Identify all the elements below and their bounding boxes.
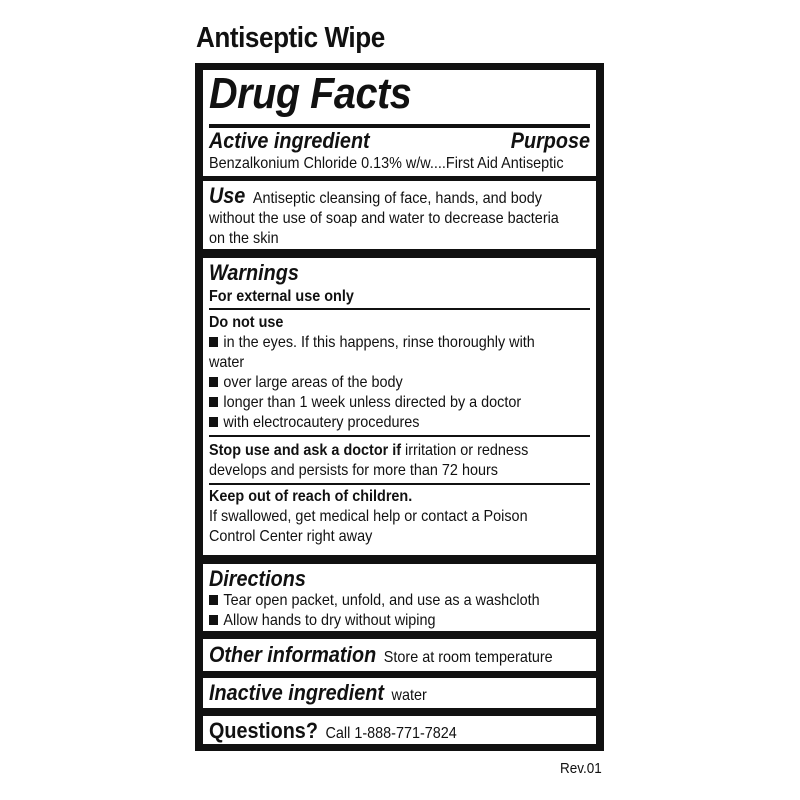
use-line-3: on the skin — [209, 230, 279, 247]
drug-facts-title: Drug Facts — [209, 70, 412, 118]
stop-use-line — [209, 442, 528, 460]
questions-header: Questions? — [209, 718, 318, 743]
do-not-use-item: in the eyes. If this happens, rinse thoroughly with — [209, 334, 535, 352]
other-information-box — [203, 639, 596, 671]
bullet-icon — [209, 595, 218, 605]
questions-box — [203, 716, 596, 744]
questions-phone: Call 1-888-771-7824 — [325, 725, 457, 742]
other-information-header: Other information — [209, 642, 377, 667]
other-information-line — [209, 642, 553, 668]
bullet-icon — [209, 397, 218, 407]
active-ingredient-line: Benzalkonium Chloride 0.13% w/w....First Aid Antiseptic — [209, 155, 564, 172]
use-line-2: without the use of soap and water to decrease bacteria — [209, 210, 559, 227]
directions-header: Directions — [209, 566, 306, 591]
product-name: Antiseptic Wipe — [196, 22, 385, 54]
stop-use-line-2: develops and persists for more than 72 hours — [209, 462, 498, 479]
bullet-icon — [209, 615, 218, 625]
use-text-1: Antiseptic cleansing of face, hands, and body — [252, 190, 542, 207]
bullet-icon — [209, 337, 218, 347]
active-ingredient-header: Active ingredient — [209, 128, 370, 153]
stop-use-bold: Stop use and ask a doctor if — [209, 442, 402, 459]
revision-label: Rev.01 — [560, 760, 602, 777]
inactive-ingredient-line — [209, 680, 427, 706]
warnings-rule-1 — [209, 308, 590, 310]
do-not-use-item-cont: water — [209, 354, 245, 371]
do-not-use-item: longer than 1 week unless directed by a doctor — [209, 394, 521, 412]
swallow-line-2: Control Center right away — [209, 528, 373, 545]
questions-line — [209, 718, 457, 744]
use-box — [203, 181, 596, 249]
inactive-ingredient-text: water — [391, 687, 427, 704]
purpose-header: Purpose — [510, 128, 590, 153]
do-not-use-header: Do not use — [209, 314, 284, 331]
do-not-use-item: with electrocautery procedures — [209, 414, 420, 432]
inactive-ingredient-box — [203, 678, 596, 708]
other-information-text: Store at room temperature — [383, 649, 553, 666]
bullet-icon — [209, 377, 218, 387]
swallow-line-1: If swallowed, get medical help or contact a Poison — [209, 508, 528, 525]
use-line-1 — [209, 183, 542, 209]
inactive-ingredient-header: Inactive ingredient — [209, 680, 384, 705]
warnings-rule-3 — [209, 483, 590, 485]
external-use-text: For external use only — [209, 288, 354, 305]
warnings-box — [203, 258, 596, 555]
keep-out-text: Keep out of reach of children. — [209, 488, 413, 505]
active-ingredient-box — [203, 70, 596, 176]
bullet-icon — [209, 417, 218, 427]
drug-facts-panel — [195, 63, 604, 751]
use-header: Use — [209, 183, 246, 208]
stop-use-text: irritation or redness — [405, 442, 529, 459]
directions-item: Allow hands to dry without wiping — [209, 612, 436, 630]
directions-box — [203, 564, 596, 631]
warnings-header: Warnings — [209, 260, 299, 285]
directions-item: Tear open packet, unfold, and use as a washcloth — [209, 592, 540, 610]
warnings-rule-2 — [209, 435, 590, 437]
do-not-use-item: over large areas of the body — [209, 374, 403, 392]
